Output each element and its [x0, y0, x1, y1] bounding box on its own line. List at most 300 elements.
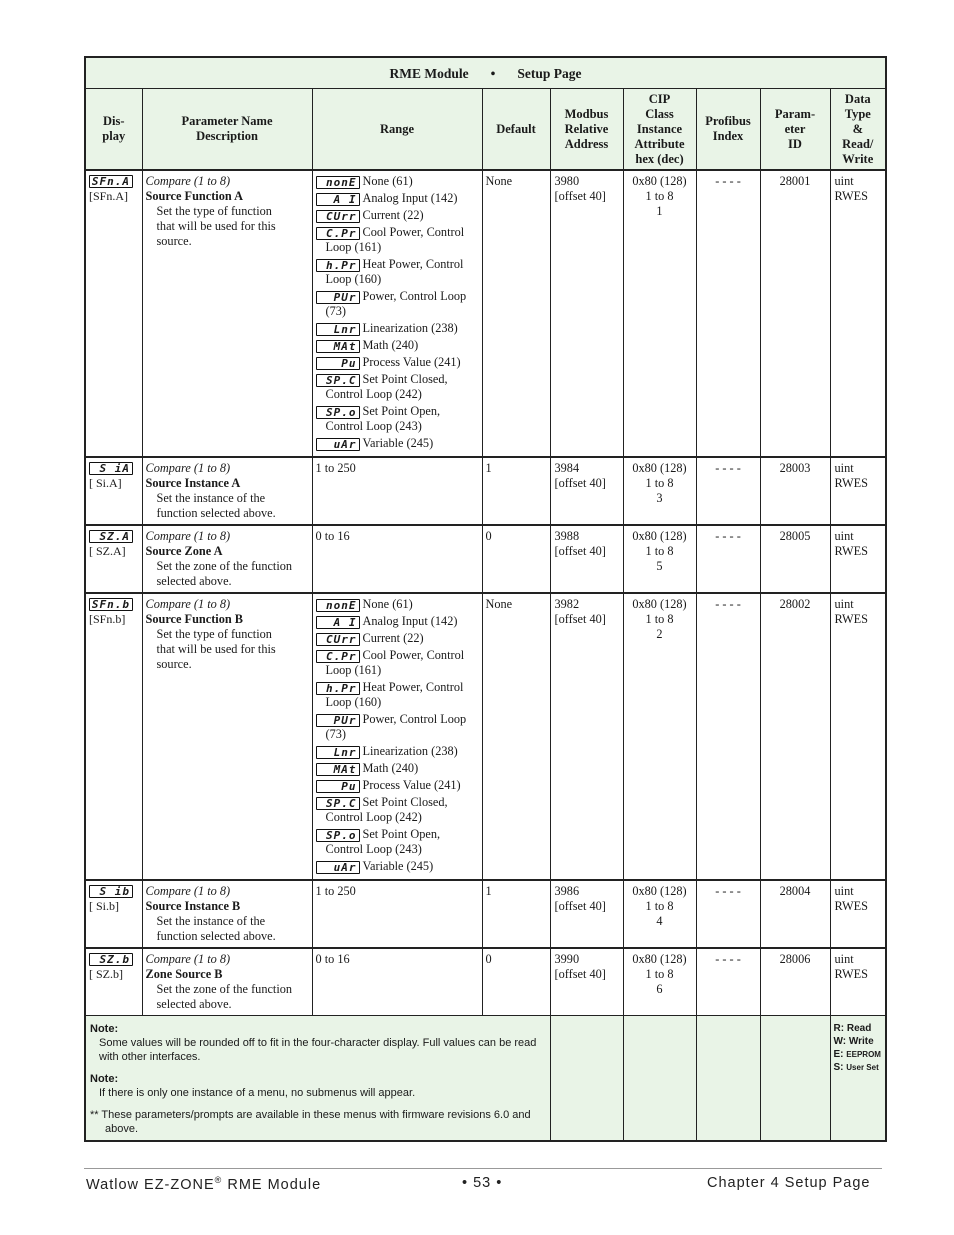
cip-line: 5: [656, 559, 663, 573]
header-modbus-address: [550, 89, 623, 171]
default-value: 1: [485, 461, 492, 475]
lcd-option-icon: nonE: [316, 599, 360, 612]
description-line: Set the instance of the: [156, 491, 266, 505]
description-line: source.: [156, 657, 192, 671]
range-option: [316, 191, 479, 206]
range-option-text: Linearization (238): [362, 744, 458, 758]
firmware-note: [90, 1108, 546, 1136]
description-line: Set the zone of the function: [156, 982, 293, 996]
parameter-id-cell: [760, 170, 830, 457]
lcd-display-icon: S iA: [89, 462, 133, 475]
data-type-cell: [830, 948, 886, 1016]
range-option: [316, 355, 479, 370]
range-option-cont: (73): [325, 304, 346, 318]
range-option: [316, 372, 479, 402]
notes-blank-cell: [623, 1016, 696, 1142]
profibus-cell: [696, 593, 760, 880]
parameter-description: [146, 914, 309, 944]
range-option: [316, 208, 479, 223]
note-body: Some values will be rounded off to fit in the four-character display. Full values can be read with other interfaces.: [99, 1037, 537, 1063]
description-line: function selected above.: [156, 506, 276, 520]
parameter-cell: [142, 948, 312, 1016]
header-parameter-id: [760, 89, 830, 171]
cip-cell: [623, 593, 696, 880]
description-line: Set the zone of the function: [156, 559, 293, 573]
parameter-name: Source Instance B: [145, 899, 241, 913]
parameter-id: 28004: [779, 884, 811, 898]
lcd-display-icon: S ib: [89, 885, 133, 898]
cip-cell: [623, 457, 696, 525]
parameter-cell: [142, 525, 312, 593]
header-line: Instance: [636, 121, 683, 136]
range-option-text: Linearization (238): [362, 321, 458, 335]
range-option-text: Current (22): [362, 631, 424, 645]
parameter-description: [146, 982, 309, 1012]
header-line: Relative: [564, 121, 609, 136]
range-option-text: None (61): [362, 174, 413, 188]
table-row: [85, 170, 886, 457]
data-type: uint: [834, 597, 854, 611]
range-option-text: Math (240): [362, 761, 419, 775]
header-line: Data: [844, 91, 871, 106]
cip-cell: [623, 170, 696, 457]
parameter-name: Zone Source B: [145, 967, 223, 981]
parameter-description: [146, 627, 309, 672]
range-option-text: Heat Power, Control: [362, 680, 464, 694]
legend-write: W: Write: [833, 1036, 874, 1047]
note-title: Note:: [90, 1073, 119, 1085]
profibus-cell: [696, 880, 760, 948]
lcd-option-icon: SP.C: [316, 797, 360, 810]
description-line: Set the type of function: [156, 204, 272, 218]
table-title-bullet: •: [490, 65, 496, 81]
header-line: Class: [645, 106, 674, 121]
header-display: [85, 89, 142, 171]
data-type-cell: [830, 525, 886, 593]
rw-legend: [830, 1016, 886, 1142]
range-cell: [312, 525, 482, 593]
data-type: uint: [834, 529, 854, 543]
profibus-index: - - - -: [715, 529, 741, 543]
table-row: [85, 880, 886, 948]
header-line: Param-: [774, 106, 816, 121]
lcd-option-icon: h.Pr: [316, 259, 360, 272]
default-value: None: [485, 597, 513, 611]
description-line: selected above.: [156, 574, 232, 588]
table-row: [85, 457, 886, 525]
lcd-option-icon: SP.o: [316, 406, 360, 419]
display-cell: [85, 948, 142, 1016]
lcd-display-icon: SFn.A: [89, 175, 133, 188]
range-cell: [312, 170, 482, 457]
range-option-text: Set Point Closed,: [362, 795, 448, 809]
modbus-offset: [offset 40]: [554, 612, 606, 626]
lcd-option-icon: MAt: [316, 340, 360, 353]
header-line: Index: [712, 129, 744, 143]
read-write: RWES: [834, 544, 868, 558]
header-profibus-index: [696, 89, 760, 171]
compare-label: Compare (1 to 8): [145, 952, 231, 966]
header-line: Attribute: [634, 136, 685, 151]
header-line: Description: [196, 129, 258, 143]
range-option-text: Cool Power, Control: [362, 225, 465, 239]
modbus-offset: [offset 40]: [554, 544, 606, 558]
header-line: ID: [788, 136, 802, 151]
range-option-text: Heat Power, Control: [362, 257, 464, 271]
range-option-cont: Control Loop (243): [325, 842, 422, 856]
parameter-id: 28003: [779, 461, 811, 475]
lcd-display-icon: SZ.A: [89, 530, 133, 543]
profibus-cell: [696, 525, 760, 593]
description-line: Set the type of function: [156, 627, 272, 641]
display-cell: [85, 457, 142, 525]
notes-blank-cell: [696, 1016, 760, 1142]
range-option-cont: Loop (160): [325, 272, 382, 286]
description-line: source.: [156, 234, 192, 248]
range-option: [316, 859, 479, 874]
description-line: that will be used for this: [156, 642, 276, 656]
compare-label: Compare (1 to 8): [145, 529, 231, 543]
compare-label: Compare (1 to 8): [145, 174, 231, 188]
lcd-option-icon: nonE: [316, 176, 360, 189]
modbus-address: 3984: [554, 461, 580, 475]
display-cell: [85, 525, 142, 593]
lcd-option-icon: h.Pr: [316, 682, 360, 695]
header-line: play: [102, 129, 126, 143]
range-option: [316, 321, 479, 336]
display-code: [SFn.b]: [89, 612, 126, 627]
modbus-cell: [550, 880, 623, 948]
profibus-index: - - - -: [715, 174, 741, 188]
range-option-text: Variable (245): [362, 436, 434, 450]
footer-page-number: • 53 •: [462, 1175, 503, 1191]
range-option-text: Variable (245): [362, 859, 434, 873]
range-option: [316, 225, 479, 255]
data-type: uint: [834, 884, 854, 898]
range-cell: [312, 593, 482, 880]
display-code: [ SZ.A]: [89, 544, 126, 559]
lcd-option-icon: uAr: [316, 861, 360, 874]
column-header-row: [85, 89, 886, 171]
cip-line: 0x80 (128): [632, 529, 687, 543]
range-option: [316, 648, 479, 678]
modbus-cell: [550, 948, 623, 1016]
lcd-option-icon: SP.C: [316, 374, 360, 387]
note-title: Note:: [90, 1023, 119, 1035]
lcd-option-icon: SP.o: [316, 829, 360, 842]
header-default: [482, 89, 550, 171]
profibus-index: - - - -: [715, 597, 741, 611]
display-code: [ Si.b]: [89, 899, 119, 914]
header-line: Address: [564, 136, 609, 151]
profibus-index: - - - -: [715, 884, 741, 898]
display-cell: [85, 880, 142, 948]
cip-cell: [623, 880, 696, 948]
range-option-text: Power, Control Loop: [362, 712, 467, 726]
header-cip-address: [623, 89, 696, 171]
lcd-option-icon: C.Pr: [316, 650, 360, 663]
range-text: 1 to 250: [315, 461, 356, 475]
read-write: RWES: [834, 189, 868, 203]
modbus-address: 3988: [554, 529, 580, 543]
display-code: [ SZ.b]: [89, 967, 123, 982]
modbus-address: 3980: [554, 174, 580, 188]
parameter-id-cell: [760, 593, 830, 880]
range-option-cont: (73): [325, 727, 346, 741]
compare-label: Compare (1 to 8): [145, 884, 231, 898]
note-body: If there is only one instance of a menu, no submenus will appear.: [99, 1087, 416, 1099]
table-title-module: RME Module: [389, 65, 469, 81]
modbus-offset: [offset 40]: [554, 189, 606, 203]
lcd-option-icon: Pu: [316, 357, 360, 370]
header-line: Write: [842, 151, 874, 166]
parameter-name: Source Zone A: [145, 544, 223, 558]
table-row: [85, 525, 886, 593]
profibus-index: - - - -: [715, 461, 741, 475]
footer-manual-title: Watlow EZ-ZONE® RME Module: [86, 1175, 322, 1193]
range-option-cont: Control Loop (242): [325, 387, 422, 401]
header-data-type: [830, 89, 886, 171]
lcd-option-icon: PUr: [316, 714, 360, 727]
description-line: selected above.: [156, 997, 232, 1011]
compare-label: Compare (1 to 8): [145, 597, 231, 611]
cip-line: 1 to 8: [645, 189, 674, 203]
read-write: RWES: [834, 476, 868, 490]
legend-eeprom: E: EEPROM: [833, 1049, 881, 1060]
header-line: Parameter Name: [181, 114, 273, 128]
modbus-cell: [550, 525, 623, 593]
profibus-cell: [696, 170, 760, 457]
cip-line: 6: [656, 982, 663, 996]
header-range: [312, 89, 482, 171]
cip-line: 0x80 (128): [632, 174, 687, 188]
parameter-id-cell: [760, 880, 830, 948]
parameter-description: [146, 204, 309, 249]
modbus-cell: [550, 457, 623, 525]
parameter-name: Source Function B: [145, 612, 243, 626]
data-type-cell: [830, 170, 886, 457]
range-option: [316, 778, 479, 793]
cip-line: 1: [656, 204, 663, 218]
modbus-address: 3982: [554, 597, 580, 611]
header-parameter-name: [142, 89, 312, 171]
parameter-id: 28005: [779, 529, 811, 543]
cip-line: 1 to 8: [645, 967, 674, 981]
lcd-option-icon: Lnr: [316, 323, 360, 336]
cip-line: 0x80 (128): [632, 461, 687, 475]
lcd-option-icon: CUrr: [316, 210, 360, 223]
lcd-display-icon: SZ.b: [89, 953, 133, 966]
default-cell: [482, 525, 550, 593]
range-option-text: Set Point Closed,: [362, 372, 448, 386]
cip-line: 1 to 8: [645, 476, 674, 490]
parameter-cell: [142, 170, 312, 457]
header-line: Type: [844, 106, 871, 121]
range-text: 1 to 250: [315, 884, 356, 898]
parameter-cell: [142, 593, 312, 880]
cip-line: 0x80 (128): [632, 952, 687, 966]
range-option-text: Analog Input (142): [362, 191, 458, 205]
header-line: Range: [379, 121, 415, 136]
lcd-option-icon: Lnr: [316, 746, 360, 759]
lcd-display-icon: SFn.b: [89, 598, 133, 611]
lcd-option-icon: CUrr: [316, 633, 360, 646]
footer-rule: [84, 1168, 882, 1169]
range-option-text: Process Value (241): [362, 355, 461, 369]
range-cell: [312, 457, 482, 525]
default-value: 0: [485, 952, 492, 966]
default-value: 1: [485, 884, 492, 898]
range-text: 0 to 16: [315, 529, 350, 543]
compare-label: Compare (1 to 8): [145, 461, 231, 475]
parameter-id: 28001: [779, 174, 811, 188]
parameter-id-cell: [760, 525, 830, 593]
modbus-address: 3986: [554, 884, 580, 898]
cip-line: 4: [656, 914, 663, 928]
read-write: RWES: [834, 612, 868, 626]
parameter-id: 28006: [779, 952, 811, 966]
range-option: [316, 614, 479, 629]
range-option-cont: Control Loop (242): [325, 810, 422, 824]
legend-read: R: Read: [833, 1023, 872, 1034]
range-option: [316, 827, 479, 857]
data-type: uint: [834, 174, 854, 188]
range-option: [316, 795, 479, 825]
lcd-option-icon: PUr: [316, 291, 360, 304]
display-code: [ Si.A]: [89, 476, 122, 491]
range-option-text: None (61): [362, 597, 413, 611]
parameter-cell: [142, 457, 312, 525]
range-option: [316, 338, 479, 353]
range-text: 0 to 16: [315, 952, 350, 966]
table-row: [85, 593, 886, 880]
description-line: that will be used for this: [156, 219, 276, 233]
header-line: Modbus: [564, 106, 609, 121]
range-option: [316, 680, 479, 710]
range-option: [316, 631, 479, 646]
modbus-offset: [offset 40]: [554, 476, 606, 490]
range-option: [316, 289, 479, 319]
header-line: &: [852, 121, 863, 136]
data-type-cell: [830, 593, 886, 880]
default-cell: [482, 593, 550, 880]
profibus-cell: [696, 457, 760, 525]
default-cell: [482, 457, 550, 525]
range-option-cont: Control Loop (243): [325, 419, 422, 433]
range-option: [316, 436, 479, 451]
range-option: [316, 744, 479, 759]
range-option: [316, 761, 479, 776]
table-title: [85, 57, 886, 89]
default-value: 0: [485, 529, 492, 543]
cip-line: 2: [656, 627, 663, 641]
lcd-option-icon: C.Pr: [316, 227, 360, 240]
notes-blank-cell: [550, 1016, 623, 1142]
description-line: function selected above.: [156, 929, 276, 943]
modbus-offset: [offset 40]: [554, 899, 606, 913]
cip-line: 3: [656, 491, 663, 505]
range-option-text: Current (22): [362, 208, 424, 222]
range-option-cont: Loop (161): [325, 663, 382, 677]
range-option: [316, 257, 479, 287]
legend-user-set: S: User Set: [833, 1062, 879, 1073]
lcd-option-icon: A I: [316, 616, 360, 629]
display-cell: [85, 593, 142, 880]
default-cell: [482, 880, 550, 948]
data-type: uint: [834, 461, 854, 475]
read-write: RWES: [834, 899, 868, 913]
parameter-id-cell: [760, 948, 830, 1016]
notes-row: [85, 1016, 886, 1142]
table-row: [85, 948, 886, 1016]
data-type: uint: [834, 952, 854, 966]
range-option-text: Set Point Open,: [362, 827, 441, 841]
range-option: [316, 597, 479, 612]
header-line: Profibus: [705, 114, 751, 128]
display-code: [SFn.A]: [89, 189, 129, 204]
data-type-cell: [830, 880, 886, 948]
header-line: eter: [784, 121, 806, 136]
header-line: hex (dec): [635, 151, 684, 166]
default-value: None: [485, 174, 513, 188]
notes-blank-cell: [760, 1016, 830, 1142]
range-option-text: Cool Power, Control: [362, 648, 465, 662]
header-line: Read/: [842, 136, 874, 151]
range-option: [316, 174, 479, 189]
header-line: CIP: [648, 91, 671, 106]
range-option-text: Math (240): [362, 338, 419, 352]
cip-line: 0x80 (128): [632, 597, 687, 611]
display-cell: [85, 170, 142, 457]
cip-line: 1 to 8: [645, 544, 674, 558]
profibus-index: - - - -: [715, 952, 741, 966]
range-option: [316, 404, 479, 434]
data-type-cell: [830, 457, 886, 525]
parameter-name: Source Instance A: [145, 476, 241, 490]
range-option-text: Set Point Open,: [362, 404, 441, 418]
range-option: [316, 712, 479, 742]
cip-cell: [623, 948, 696, 1016]
range-option-cont: Loop (161): [325, 240, 382, 254]
footer-chapter: Chapter 4 Setup Page: [707, 1175, 871, 1191]
range-option-text: Process Value (241): [362, 778, 461, 792]
lcd-option-icon: A I: [316, 193, 360, 206]
parameter-name: Source Function A: [145, 189, 243, 203]
range-cell: [312, 948, 482, 1016]
parameter-description: [146, 559, 309, 589]
modbus-cell: [550, 170, 623, 457]
default-cell: [482, 948, 550, 1016]
lcd-option-icon: MAt: [316, 763, 360, 776]
cip-line: 1 to 8: [645, 899, 674, 913]
parameter-cell: [142, 880, 312, 948]
modbus-cell: [550, 593, 623, 880]
parameter-id: 28002: [779, 597, 811, 611]
profibus-cell: [696, 948, 760, 1016]
firmware-note-line: ** These parameters/prompts are available in these menus with firmware revisions 6.0 and: [90, 1109, 531, 1121]
cip-line: 0x80 (128): [632, 884, 687, 898]
notes-cell: [85, 1016, 550, 1142]
header-line: Default: [496, 121, 536, 136]
lcd-option-icon: Pu: [316, 780, 360, 793]
range-option-cont: Loop (160): [325, 695, 382, 709]
parameter-description: [146, 491, 309, 521]
description-line: Set the instance of the: [156, 914, 266, 928]
firmware-note-line: above.: [105, 1123, 139, 1135]
range-option-text: Power, Control Loop: [362, 289, 467, 303]
cip-line: 1 to 8: [645, 612, 674, 626]
cip-cell: [623, 525, 696, 593]
